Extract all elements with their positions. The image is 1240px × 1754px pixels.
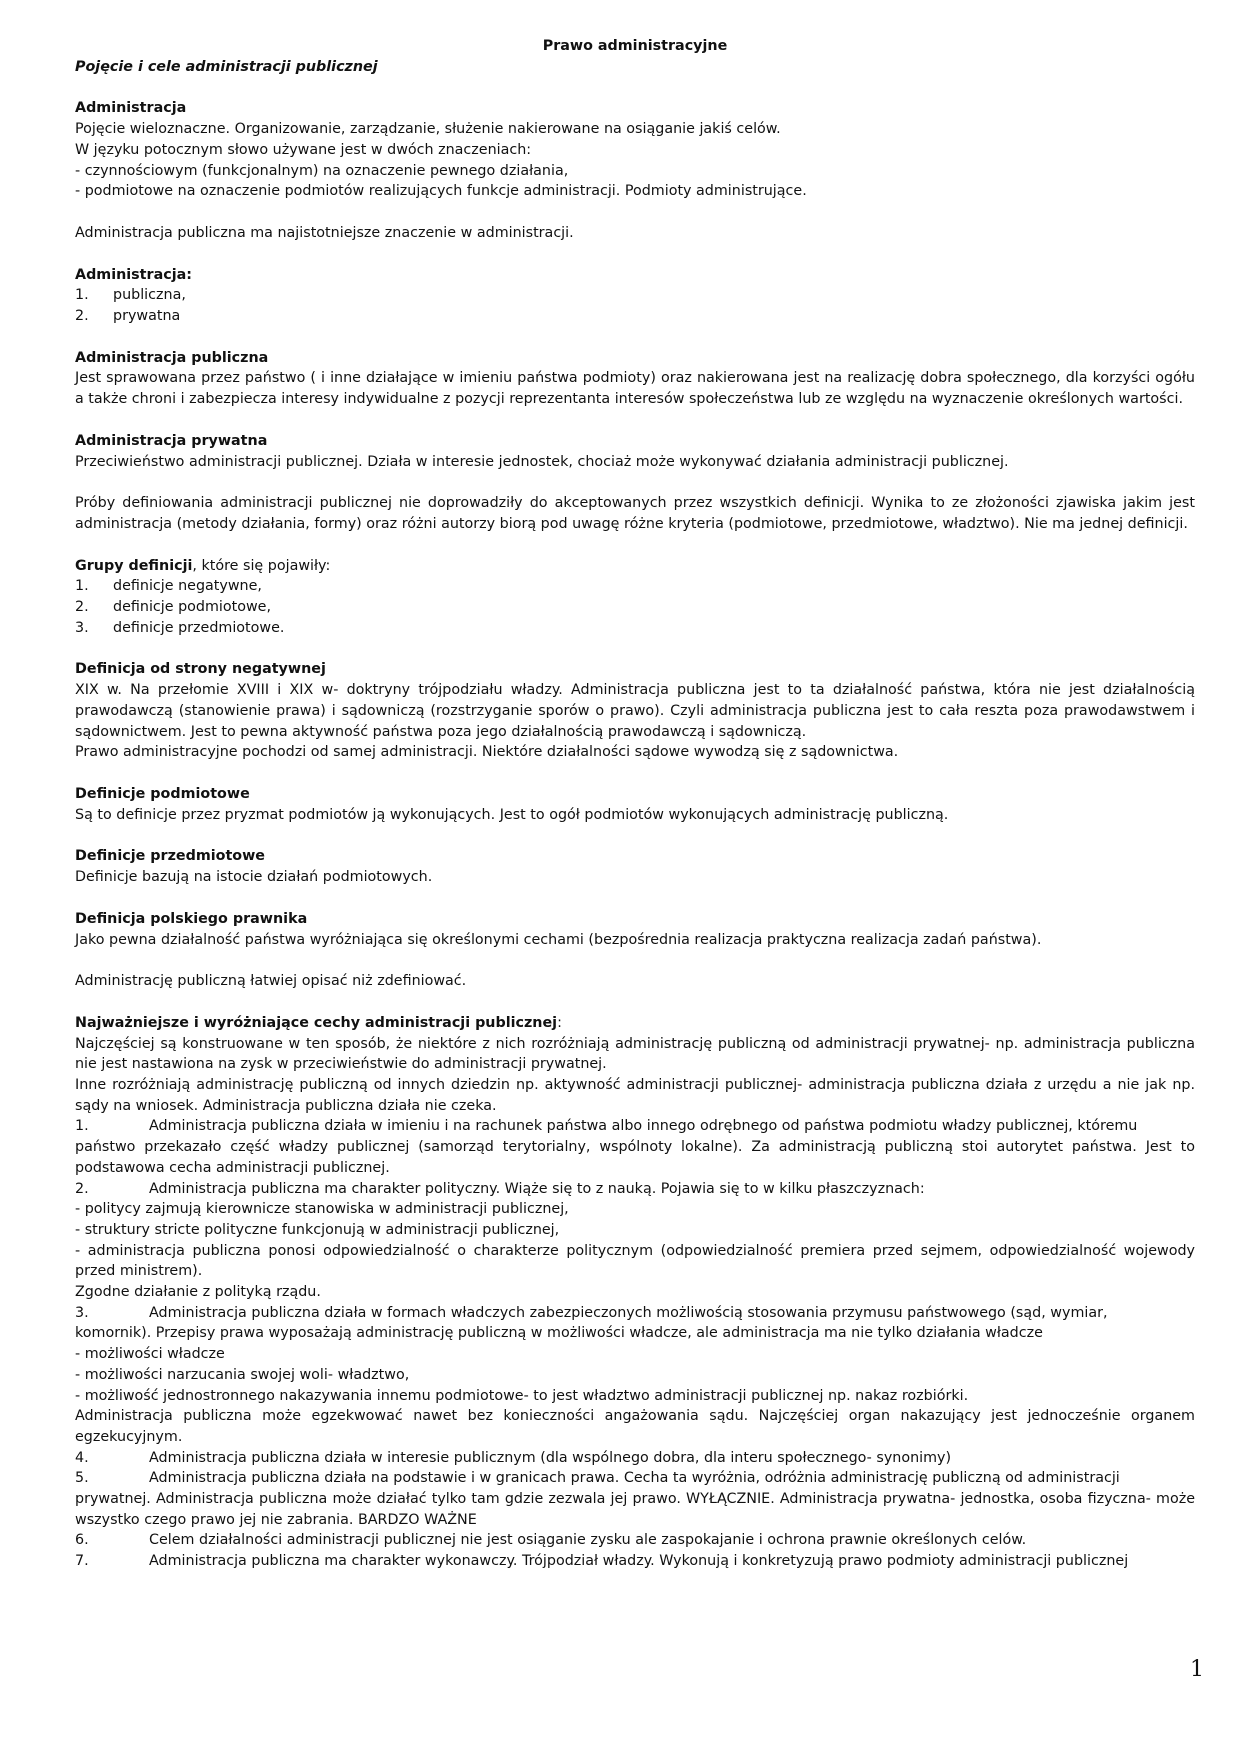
heading-cechy (75, 1013, 1195, 1034)
document-page (75, 36, 1195, 1572)
feature-item-1 (75, 1116, 1195, 1137)
list-text: Administracja publiczna działa w formach władczych zabezpieczonych możliwością stosowania przymusu państwowego (sąd, wymiar, (149, 1304, 1108, 1321)
paragraph: Jako pewna działalność państwa wyróżniająca się określonymi cechami (bezpośrednia realizacja praktyczna realizacja zadań państwa). (75, 931, 1042, 948)
feature-item-3 (75, 1303, 1195, 1324)
paragraph: Są to definicje przez pryzmat podmiotów ją wykonujących. Jest to ogół podmiotów wykonujących administrację publiczną. (75, 806, 949, 823)
sub-bullet: - możliwość jednostronnego nakazywania innemu podmiotowe- to jest władztwo administracji publicznej np. nakaz rozbiórki. (75, 1387, 969, 1404)
list-text: Celem działalności administracji publicznej nie jest osiąganie zysku ale zaspokajanie i ochrona prawnie określonych celów. (149, 1532, 1027, 1549)
paragraph-line: - czynnościowym (funkcjonalnym) na oznaczenie pewnego działania, (75, 162, 569, 179)
paragraph-line: W języku potocznym słowo używane jest w dwóch znaczeniach: (75, 141, 532, 158)
paragraph: Administrację publiczną łatwiej opisać niż zdefiniować. (75, 973, 467, 990)
list-text: prywatna (113, 308, 181, 325)
heading-rest: : (557, 1014, 562, 1031)
paragraph: Jest sprawowana przez państwo ( i inne działające w imieniu państwa podmioty) oraz nakierowana jest na realizację dobra społecznego, dla korzyści ogółu a także chroni i zabezpiecza interesy indywidualne z pozycji reprezentanta interesów społeczeństwa lub ze względu na wyznaczenie określonych wartości. (75, 370, 1195, 408)
list-text: definicje negatywne, (113, 578, 262, 595)
feature-item-7 (75, 1551, 1195, 1572)
list-number: 2. (75, 308, 89, 325)
paragraph: Zgodne działanie z polityką rządu. (75, 1284, 321, 1301)
list-item (75, 597, 1195, 618)
list-text: Administracja publiczna działa w imieniu i na rachunek państwa albo innego odrębnego od państwa podmiotu władzy publicznej, któremu (149, 1118, 1138, 1135)
feature-item-5 (75, 1468, 1195, 1489)
list-text: definicje przedmiotowe. (113, 619, 285, 636)
heading-bold-part: Najważniejsze i wyróżniające cechy administracji publicznej (75, 1014, 558, 1031)
heading-definicje-podmiotowe: Definicje podmiotowe (75, 785, 250, 802)
heading-bold-part: Grupy definicji (75, 557, 193, 574)
feature-item-2 (75, 1179, 1195, 1200)
list-number: 1. (75, 578, 89, 595)
sub-bullet: - możliwości narzucania swojej woli- władztwo, (75, 1366, 410, 1383)
heading-administracja-types: Administracja: (75, 266, 192, 283)
list-number: 4. (75, 1449, 89, 1466)
paragraph: Prawo administracyjne pochodzi od samej administracji. Niektóre działalności sądowe wywodzą się z sądownictwa. (75, 744, 899, 761)
list-item (75, 618, 1195, 639)
sub-bullet: - politycy zajmują kierownicze stanowiska w administracji publicznej, (75, 1201, 569, 1218)
document-title: Prawo administracyjne (542, 38, 728, 54)
paragraph-continuation: prywatnej. Administracja publiczna może działać tylko tam gdzie zezwala jej prawo. WYŁĄCZNIE. Administracja prywatna- jednostka, osoba fizyczna- może wszystko czego prawo jej nie zabrania. BARDZO WAŻNE (75, 1491, 1195, 1528)
paragraph-line: Pojęcie wieloznaczne. Organizowanie, zarządzanie, służenie nakierowane na osiąganie jakiś celów. (75, 121, 781, 138)
paragraph: Próby definiowania administracji publicznej nie doprowadziły do akceptowanych przez wszystkich definicji. Wynika to ze złożoności zjawiska jakim jest administracja (metody działania, formy) oraz różni autorzy biorą pod uwagę różne kryteria (podmiotowe, przedmiotowe, władztwo). Nie ma jednej definicji. (75, 495, 1195, 532)
paragraph: Przeciwieństwo administracji publicznej. Działa w interesie jednostek, chociaż może wykonywać działania administracji publicznej. (75, 453, 1009, 470)
paragraph: Administracja publiczna ma najistotniejsze znaczenie w administracji. (75, 224, 574, 241)
list-text: Administracja publiczna ma charakter polityczny. Wiąże się to z nauką. Pojawia się to w kilku płaszczyznach: (149, 1180, 925, 1197)
list-number: 3. (75, 619, 89, 636)
list-number: 2. (75, 1180, 89, 1197)
paragraph: Najczęściej są konstruowane w ten sposób, że niektóre z nich rozróżniają administrację publiczną od administracji prywatnej- np. administracja publiczna nie jest nastawiona na zysk w przeciwieństwie do administracji prywatnej. (75, 1035, 1195, 1073)
heading-definicja-negatywna: Definicja od strony negatywnej (75, 661, 326, 678)
heading-definicje-przedmiotowe: Definicje przedmiotowe (75, 848, 266, 865)
paragraph-continuation: komornik). Przepisy prawa wyposażają administrację publiczną w możliwości władcze, ale administracja ma nie tylko działania władcze (75, 1325, 1043, 1342)
heading-administracja: Administracja (75, 100, 187, 117)
list-number: 1. (75, 287, 89, 304)
list-text: definicje podmiotowe, (113, 599, 272, 616)
list-item (75, 306, 1195, 327)
sub-bullet: - struktury stricte polityczne funkcjonują w administracji publicznej, (75, 1221, 560, 1238)
paragraph-line: - podmiotowe na oznaczenie podmiotów realizujących funkcje administracji. Podmioty administrujące. (75, 183, 807, 200)
list-text: Administracja publiczna działa na podstawie i w granicach prawa. Cecha ta wyróżnia, odróżnia administrację publiczną od administracji (149, 1470, 1120, 1487)
feature-item-4 (75, 1448, 1195, 1469)
sub-bullet: - administracja publiczna ponosi odpowiedzialność o charakterze politycznym (odpowiedzialność premiera przed sejmem, odpowiedzialność wojewody przed ministrem). (75, 1242, 1195, 1280)
list-number: 5. (75, 1470, 89, 1487)
heading-rest: , które się pojawiły: (192, 557, 331, 574)
list-item (75, 285, 1195, 306)
list-number: 2. (75, 599, 89, 616)
list-text: publiczna, (113, 287, 186, 304)
list-number: 6. (75, 1532, 89, 1549)
page-number: 1 (1190, 1657, 1204, 1682)
paragraph-continuation: państwo przekazało część władzy publicznej (samorząd terytorialny, wspólnoty lokalne). Za administracją publiczną stoi autorytet państwa. Jest to podstawowa cecha administracji publicznej. (75, 1139, 1195, 1176)
heading-administracja-prywatna: Administracja prywatna (75, 432, 268, 449)
list-item (75, 576, 1195, 597)
list-number: 1. (75, 1118, 89, 1135)
paragraph: Definicje bazują na istocie działań podmiotowych. (75, 869, 433, 886)
feature-item-6 (75, 1530, 1195, 1551)
heading-administracja-publiczna: Administracja publiczna (75, 349, 269, 366)
paragraph: Inne rozróżniają administrację publiczną od innych dziedzin np. aktywność administracji publicznej- administracja publiczna działa z urzędu a nie jak np. sądy na wniosek. Administracja publiczna działa nie czeka. (75, 1077, 1195, 1114)
heading-definicja-polskiego-prawnika: Definicja polskiego prawnika (75, 910, 308, 927)
list-text: Administracja publiczna ma charakter wykonawczy. Trójpodział władzy. Wykonują i konkretyzują prawo podmioty administracji publicznej (149, 1553, 1129, 1570)
heading-grupy-definicji (75, 556, 1195, 577)
sub-bullet: - możliwości władcze (75, 1346, 225, 1363)
list-text: Administracja publiczna działa w interesie publicznym (dla wspólnego dobra, dla interu społecznego- synonimy) (149, 1449, 952, 1466)
list-number: 7. (75, 1553, 89, 1570)
document-subtitle: Pojęcie i cele administracji publicznej (75, 58, 378, 75)
list-number: 3. (75, 1304, 89, 1321)
paragraph: XIX w. Na przełomie XVIII i XIX w- doktryny trójpodziału władzy. Administracja publiczna jest to ta działalność państwa, która nie jest działalnością prawodawczą (stanowienie prawa) i sądowniczą (rozstrzyganie sporów o prawo). Czyli administracja publiczna jest to cała reszta poza prawodawstwem i sądownictwem. Jest to pewna aktywność państwa poza jego działalnością prawodawczą i sądowniczą. (75, 682, 1195, 740)
paragraph: Administracja publiczna może egzekwować nawet bez konieczności angażowania sądu. Najczęściej organ nakazujący jest jednocześnie organem egzekucyjnym. (75, 1408, 1195, 1445)
